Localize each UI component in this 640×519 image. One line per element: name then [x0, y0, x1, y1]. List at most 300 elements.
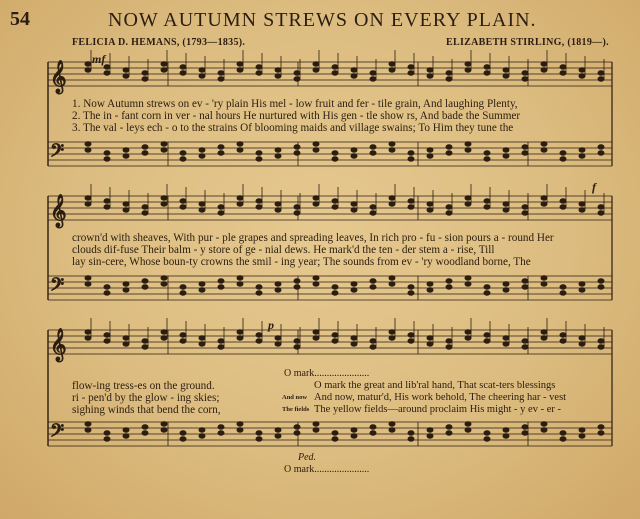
- note-head: [332, 205, 338, 209]
- note-head: [560, 205, 566, 209]
- note-head: [503, 208, 509, 212]
- note-head: [180, 151, 186, 155]
- note-head: [199, 208, 205, 212]
- bass-clef-icon: 𝄢: [50, 420, 65, 445]
- note-head: [465, 202, 471, 206]
- note-head: [465, 276, 471, 280]
- note-head: [408, 437, 414, 441]
- note-head: [275, 342, 281, 346]
- note-head: [256, 65, 262, 69]
- note-head: [351, 342, 357, 346]
- note-head: [389, 422, 395, 426]
- note-head: [370, 77, 376, 81]
- note-head: [313, 276, 319, 280]
- note-head: [85, 148, 91, 152]
- note-head: [446, 71, 452, 75]
- note-head: [427, 148, 433, 152]
- note-head: [85, 282, 91, 286]
- note-head: [560, 199, 566, 203]
- note-head: [427, 208, 433, 212]
- note-head: [313, 142, 319, 146]
- note-head: [142, 339, 148, 343]
- note-head: [427, 68, 433, 72]
- note-head: [256, 291, 262, 295]
- verse-3-line-1: 3. The val - leys ech - o to the strains Of blooming maids and village swains; To Him they tune the: [72, 122, 514, 134]
- note-head: [598, 151, 604, 155]
- note-head: [389, 148, 395, 152]
- note-head: [465, 422, 471, 426]
- note-head: [351, 202, 357, 206]
- note-head: [142, 151, 148, 155]
- note-head: [85, 196, 91, 200]
- note-head: [123, 342, 129, 346]
- note-head: [294, 145, 300, 149]
- note-head: [275, 68, 281, 72]
- note-head: [123, 336, 129, 340]
- note-head: [541, 62, 547, 66]
- note-head: [142, 279, 148, 283]
- note-head: [199, 288, 205, 292]
- note-head: [332, 157, 338, 161]
- note-head: [294, 211, 300, 215]
- treble-clef-icon: 𝄞: [50, 330, 67, 361]
- note-head: [389, 276, 395, 280]
- note-head: [104, 431, 110, 435]
- note-head: [85, 202, 91, 206]
- note-head: [427, 282, 433, 286]
- note-head: [275, 148, 281, 152]
- note-head: [85, 142, 91, 146]
- o-mark-lower: O mark......................: [284, 464, 370, 475]
- note-head: [522, 279, 528, 283]
- note-head: [256, 157, 262, 161]
- note-head: [465, 336, 471, 340]
- note-head: [294, 151, 300, 155]
- note-head: [332, 291, 338, 295]
- note-head: [123, 434, 129, 438]
- note-head: [465, 428, 471, 432]
- note-head: [522, 77, 528, 81]
- pedal-mark: Ped.: [298, 452, 317, 463]
- note-head: [370, 279, 376, 283]
- note-head: [446, 77, 452, 81]
- note-head: [123, 288, 129, 292]
- note-head: [598, 425, 604, 429]
- page-number: 54: [10, 8, 30, 30]
- note-head: [389, 196, 395, 200]
- note-head: [598, 145, 604, 149]
- note-head: [541, 148, 547, 152]
- note-head: [522, 345, 528, 349]
- note-head: [351, 68, 357, 72]
- note-head: [503, 288, 509, 292]
- note-head: [313, 422, 319, 426]
- note-head: [313, 336, 319, 340]
- note-head: [313, 428, 319, 432]
- note-head: [541, 276, 547, 280]
- note-head: [446, 431, 452, 435]
- side-label-the-fields: The fields: [282, 406, 310, 413]
- note-head: [237, 422, 243, 426]
- note-head: [427, 428, 433, 432]
- note-head: [218, 345, 224, 349]
- note-head: [370, 71, 376, 75]
- note-head: [503, 154, 509, 158]
- note-head: [180, 199, 186, 203]
- note-head: [123, 148, 129, 152]
- note-head: [104, 199, 110, 203]
- note-head: [180, 285, 186, 289]
- note-head: [199, 154, 205, 158]
- note-head: [465, 330, 471, 334]
- note-head: [446, 151, 452, 155]
- note-head: [199, 148, 205, 152]
- note-head: [389, 68, 395, 72]
- verse-2-line-1: 2. The in - fant corn in ver - nal hours He nurtured with His gen - tle show rs, And bade the Summer: [72, 110, 521, 122]
- note-head: [579, 336, 585, 340]
- bass-clef-icon: 𝄢: [50, 140, 65, 165]
- note-head: [104, 157, 110, 161]
- note-head: [180, 431, 186, 435]
- note-head: [237, 330, 243, 334]
- note-head: [408, 205, 414, 209]
- note-head: [579, 154, 585, 158]
- note-head: [446, 279, 452, 283]
- note-head: [484, 71, 490, 75]
- note-head: [427, 434, 433, 438]
- note-head: [218, 279, 224, 283]
- note-head: [484, 151, 490, 155]
- verse-1-refrain: O mark the great and lib'ral hand, That scat-ters blessings: [314, 380, 556, 391]
- note-head: [161, 282, 167, 286]
- note-head: [199, 282, 205, 286]
- dynamic-f: f: [592, 180, 596, 194]
- note-head: [560, 151, 566, 155]
- note-head: [313, 196, 319, 200]
- note-head: [351, 208, 357, 212]
- note-head: [199, 434, 205, 438]
- note-head: [237, 336, 243, 340]
- note-head: [85, 276, 91, 280]
- note-head: [598, 211, 604, 215]
- note-head: [332, 339, 338, 343]
- note-head: [123, 202, 129, 206]
- note-head: [199, 342, 205, 346]
- note-head: [503, 428, 509, 432]
- note-head: [123, 154, 129, 158]
- note-head: [294, 205, 300, 209]
- note-head: [256, 71, 262, 75]
- note-head: [218, 339, 224, 343]
- note-head: [541, 142, 547, 146]
- note-head: [560, 431, 566, 435]
- note-head: [370, 431, 376, 435]
- note-head: [560, 65, 566, 69]
- note-head: [161, 196, 167, 200]
- note-head: [370, 145, 376, 149]
- note-head: [503, 74, 509, 78]
- note-head: [446, 211, 452, 215]
- note-head: [218, 285, 224, 289]
- note-head: [446, 285, 452, 289]
- note-head: [199, 428, 205, 432]
- note-head: [332, 151, 338, 155]
- note-head: [560, 339, 566, 343]
- note-head: [332, 71, 338, 75]
- note-head: [275, 154, 281, 158]
- note-head: [579, 282, 585, 286]
- o-mark-upper: O mark......................: [284, 368, 370, 379]
- note-head: [370, 151, 376, 155]
- note-head: [408, 157, 414, 161]
- verse-3-line-2: lay sin-cere, Whose boun-ty crowns the smil - ing year; The sounds from ev - 'ry woodland borne, The: [72, 256, 531, 268]
- note-head: [85, 422, 91, 426]
- note-head: [313, 68, 319, 72]
- verse-2-line-3: ri - pen'd by the glow - ing skies;: [72, 392, 220, 404]
- note-head: [237, 68, 243, 72]
- note-head: [161, 202, 167, 206]
- note-head: [180, 157, 186, 161]
- note-head: [351, 282, 357, 286]
- note-head: [332, 199, 338, 203]
- note-head: [351, 434, 357, 438]
- note-head: [408, 71, 414, 75]
- note-head: [237, 282, 243, 286]
- note-head: [161, 148, 167, 152]
- note-head: [237, 196, 243, 200]
- note-head: [142, 211, 148, 215]
- hymn-title: NOW AUTUMN STREWS ON EVERY PLAIN.: [108, 9, 537, 31]
- note-head: [408, 285, 414, 289]
- note-head: [332, 431, 338, 435]
- note-head: [275, 208, 281, 212]
- note-head: [560, 333, 566, 337]
- note-head: [123, 282, 129, 286]
- note-head: [275, 428, 281, 432]
- note-head: [560, 437, 566, 441]
- note-head: [161, 330, 167, 334]
- note-head: [104, 437, 110, 441]
- bass-clef-icon: 𝄢: [50, 274, 65, 299]
- note-head: [465, 148, 471, 152]
- note-head: [408, 431, 414, 435]
- note-head: [484, 157, 490, 161]
- note-head: [275, 336, 281, 340]
- note-head: [579, 74, 585, 78]
- note-head: [161, 68, 167, 72]
- note-head: [408, 333, 414, 337]
- note-head: [484, 437, 490, 441]
- note-head: [313, 202, 319, 206]
- verse-3-refrain: The yellow fields—around proclaim His might - y ev - er -: [314, 404, 561, 415]
- note-head: [142, 285, 148, 289]
- dynamic-p: p: [268, 318, 274, 332]
- note-head: [237, 142, 243, 146]
- note-head: [256, 205, 262, 209]
- note-head: [85, 428, 91, 432]
- note-head: [541, 202, 547, 206]
- note-head: [275, 288, 281, 292]
- note-head: [598, 345, 604, 349]
- note-head: [446, 205, 452, 209]
- side-label-and-now: And now: [282, 394, 308, 401]
- note-head: [484, 199, 490, 203]
- note-head: [313, 62, 319, 66]
- note-head: [275, 74, 281, 78]
- note-head: [522, 431, 528, 435]
- note-head: [237, 62, 243, 66]
- note-head: [332, 333, 338, 337]
- note-head: [180, 65, 186, 69]
- note-head: [579, 428, 585, 432]
- note-head: [161, 276, 167, 280]
- note-head: [598, 71, 604, 75]
- note-head: [199, 202, 205, 206]
- note-head: [579, 148, 585, 152]
- note-head: [218, 425, 224, 429]
- note-head: [218, 145, 224, 149]
- note-head: [427, 342, 433, 346]
- note-head: [218, 211, 224, 215]
- note-head: [142, 425, 148, 429]
- note-head: [218, 71, 224, 75]
- note-head: [541, 196, 547, 200]
- note-head: [522, 151, 528, 155]
- note-head: [389, 62, 395, 66]
- note-head: [484, 285, 490, 289]
- note-head: [370, 211, 376, 215]
- note-head: [256, 339, 262, 343]
- note-head: [256, 431, 262, 435]
- note-head: [161, 142, 167, 146]
- note-head: [579, 202, 585, 206]
- note-head: [503, 282, 509, 286]
- note-head: [408, 339, 414, 343]
- note-head: [484, 205, 490, 209]
- note-head: [579, 288, 585, 292]
- note-head: [560, 285, 566, 289]
- note-head: [218, 151, 224, 155]
- note-head: [237, 148, 243, 152]
- note-head: [598, 285, 604, 289]
- note-head: [560, 157, 566, 161]
- note-head: [104, 151, 110, 155]
- note-head: [370, 425, 376, 429]
- note-head: [370, 205, 376, 209]
- note-head: [446, 145, 452, 149]
- note-head: [199, 336, 205, 340]
- note-head: [541, 336, 547, 340]
- note-head: [332, 437, 338, 441]
- note-head: [180, 437, 186, 441]
- note-head: [142, 205, 148, 209]
- verse-1-line-3: flow-ing tress-es on the ground.: [72, 380, 215, 392]
- note-head: [313, 148, 319, 152]
- note-head: [256, 151, 262, 155]
- note-head: [142, 77, 148, 81]
- note-head: [351, 288, 357, 292]
- note-head: [180, 205, 186, 209]
- treble-clef-icon: 𝄞: [50, 62, 67, 93]
- note-head: [503, 342, 509, 346]
- note-head: [351, 336, 357, 340]
- note-head: [465, 282, 471, 286]
- note-head: [294, 339, 300, 343]
- note-head: [161, 336, 167, 340]
- note-head: [389, 336, 395, 340]
- dynamic-mf: mf: [92, 52, 106, 66]
- note-head: [294, 345, 300, 349]
- note-head: [256, 437, 262, 441]
- note-head: [180, 71, 186, 75]
- note-head: [560, 291, 566, 295]
- note-head: [294, 425, 300, 429]
- note-head: [522, 71, 528, 75]
- note-head: [294, 71, 300, 75]
- note-head: [294, 279, 300, 283]
- verse-1-line-2: crown'd with sheaves, With pur - ple grapes and spreading leaves, In rich pro - fu - sion pours a - round Her: [72, 232, 554, 244]
- note-head: [522, 211, 528, 215]
- note-head: [408, 65, 414, 69]
- note-head: [180, 333, 186, 337]
- note-head: [484, 65, 490, 69]
- verse-2-line-2: clouds dif-fuse Their balm - y store of ge - nial dews. He mark'd the ten - der stem a - rise, Till: [72, 244, 495, 256]
- note-head: [446, 425, 452, 429]
- note-head: [142, 71, 148, 75]
- note-head: [161, 428, 167, 432]
- note-head: [351, 428, 357, 432]
- note-head: [104, 71, 110, 75]
- note-head: [104, 339, 110, 343]
- note-head: [389, 282, 395, 286]
- note-head: [446, 345, 452, 349]
- note-head: [541, 282, 547, 286]
- note-head: [237, 276, 243, 280]
- note-head: [275, 434, 281, 438]
- note-head: [180, 339, 186, 343]
- note-head: [579, 342, 585, 346]
- note-head: [142, 145, 148, 149]
- note-head: [408, 151, 414, 155]
- note-head: [560, 71, 566, 75]
- note-head: [522, 145, 528, 149]
- note-head: [522, 285, 528, 289]
- note-head: [465, 68, 471, 72]
- note-head: [218, 77, 224, 81]
- note-head: [199, 74, 205, 78]
- note-head: [408, 199, 414, 203]
- note-head: [598, 77, 604, 81]
- verse-1-line-1: 1. Now Autumn strews on ev - 'ry plain His mel - low fruit and fer - tile grain, And laughing Plenty,: [72, 98, 518, 110]
- note-head: [123, 428, 129, 432]
- note-head: [389, 142, 395, 146]
- note-head: [313, 330, 319, 334]
- note-head: [427, 154, 433, 158]
- note-head: [522, 205, 528, 209]
- note-head: [313, 282, 319, 286]
- note-head: [85, 68, 91, 72]
- note-head: [104, 205, 110, 209]
- note-head: [180, 291, 186, 295]
- note-head: [237, 202, 243, 206]
- note-head: [427, 288, 433, 292]
- note-head: [161, 422, 167, 426]
- note-head: [370, 345, 376, 349]
- note-head: [503, 434, 509, 438]
- note-head: [484, 431, 490, 435]
- note-head: [104, 291, 110, 295]
- note-head: [579, 208, 585, 212]
